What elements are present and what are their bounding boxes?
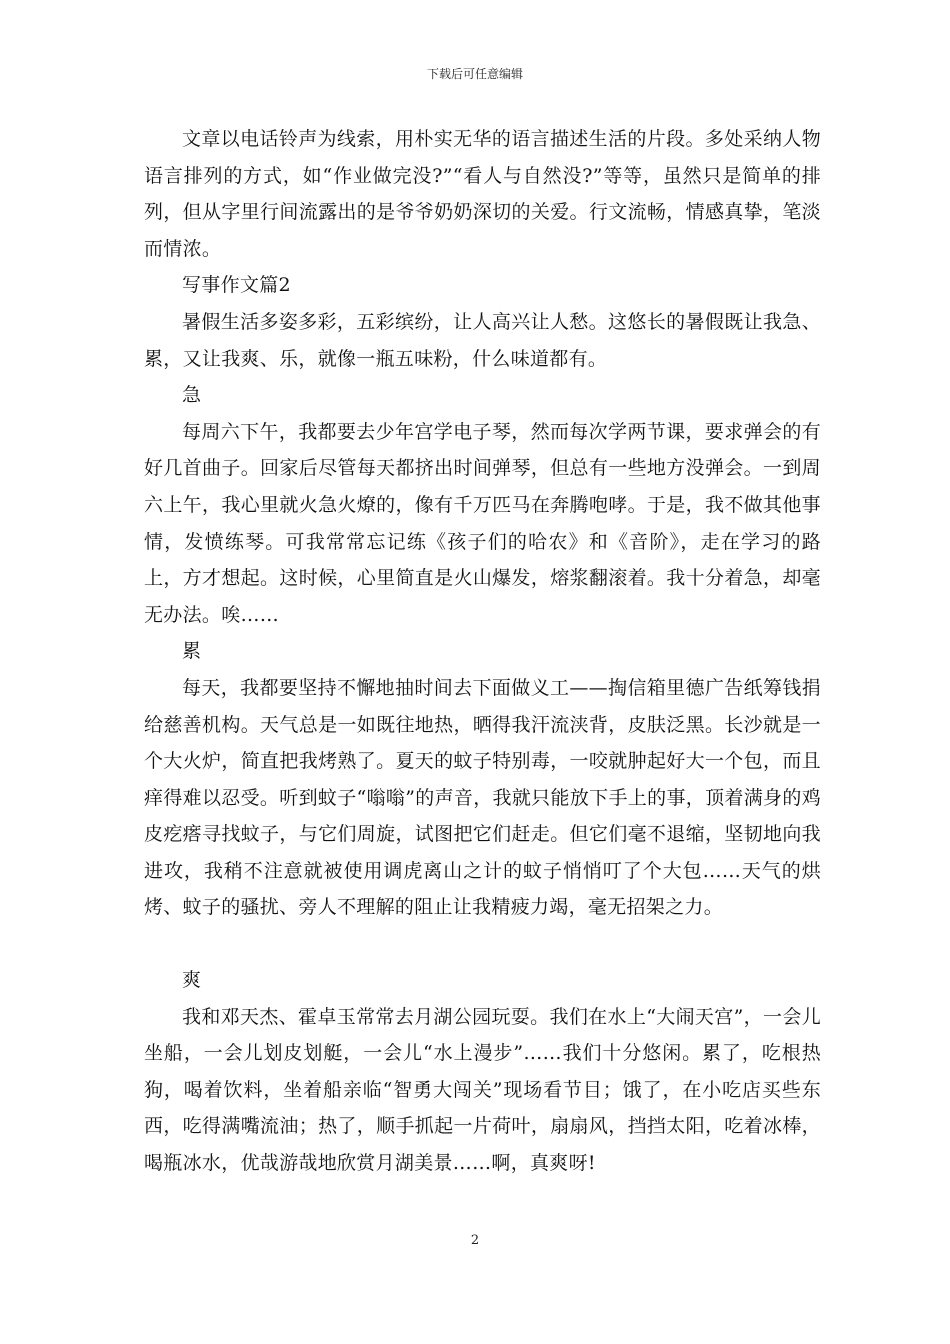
paragraph-anxious: 每周六下午，我都要去少年宫学电子琴，然而每次学两节课，要求弹会的有好几首曲子。回家后尽管每天都挤出时间弹琴，但总有一些地方没弹会。一到周六上午，我心里就火急火燎的，像有千万匹马在奔腾咆哮。于是，我不做其他事情，发愤练琴。可我常常忘记练《孩子们的哈农》和《音阶》，走在学习的路上，方才想起。这时候，心里简直是火山爆发，熔浆翻滚着。我十分着急，却毫无办法。唉…… — [144, 420, 821, 626]
document-body — [144, 121, 821, 1182]
section-heading-tired: 累 — [182, 640, 202, 663]
section-heading-cool: 爽 — [182, 969, 202, 992]
section-heading-anxious: 急 — [182, 384, 202, 407]
paragraph-intro: 暑假生活多姿多彩，五彩缤纷，让人高兴让人愁。这悠长的暑假既让我急、累，又让我爽、乐，就像一瓶五味粉，什么味道都有。 — [144, 310, 821, 370]
paragraph-cool: 我和邓天杰、霍卓玉常常去月湖公园玩耍。我们在水上“大闹天宫”，一会儿坐船，一会儿划皮划艇，一会儿“水上漫步”……我们十分悠闲。累了，吃根热狗，喝着饮料，坐着船亲临“智勇大闯关”现场看节目；饿了，在小吃店买些东西，吃得满嘴流油；热了，顺手抓起一片荷叶，扇扇风，挡挡太阳，吃着冰棒，喝瓶冰水，优哉游哉地欣赏月湖美景……啊，真爽呀! — [144, 1005, 821, 1175]
page-header: 下载后可任意编辑 — [426, 67, 523, 81]
paragraph-tired: 每天，我都要坚持不懈地抽时间去下面做义工——掏信箱里德广告纸筹钱捐给慈善机构。天气总是一如既往地热，晒得我汗流浃背，皮肤泛黑。长沙就是一个大火炉，简直把我烤熟了。夏天的蚊子特别毒，一咬就肿起好大一个包，而且痒得难以忍受。听到蚊子“嗡嗡”的声音，我就只能放下手上的事，顶着满身的鸡皮疙瘩寻找蚊子，与它们周旋，试图把它们赶走。但它们毫不退缩，坚韧地向我进攻，我稍不注意就被使用调虎离山之计的蚊子悄悄叮了个大包……天气的烘烤、蚊子的骚扰、旁人不理解的阻止让我精疲力竭，毫无招架之力。 — [144, 676, 821, 919]
paragraph-commentary: 文章以电话铃声为线索，用朴实无华的语言描述生活的片段。多处采纳人物语言排列的方式，如“作业做完没?”“看人与自然没?”等等，虽然只是简单的排列，但从字里行间流露出的是爷爷奶奶深切的关爱。行文流畅，情感真挚，笔淡而情浓。 — [144, 128, 821, 260]
essay-title: 写事作文篇2 — [182, 274, 291, 297]
page-number: 2 — [470, 1233, 480, 1248]
